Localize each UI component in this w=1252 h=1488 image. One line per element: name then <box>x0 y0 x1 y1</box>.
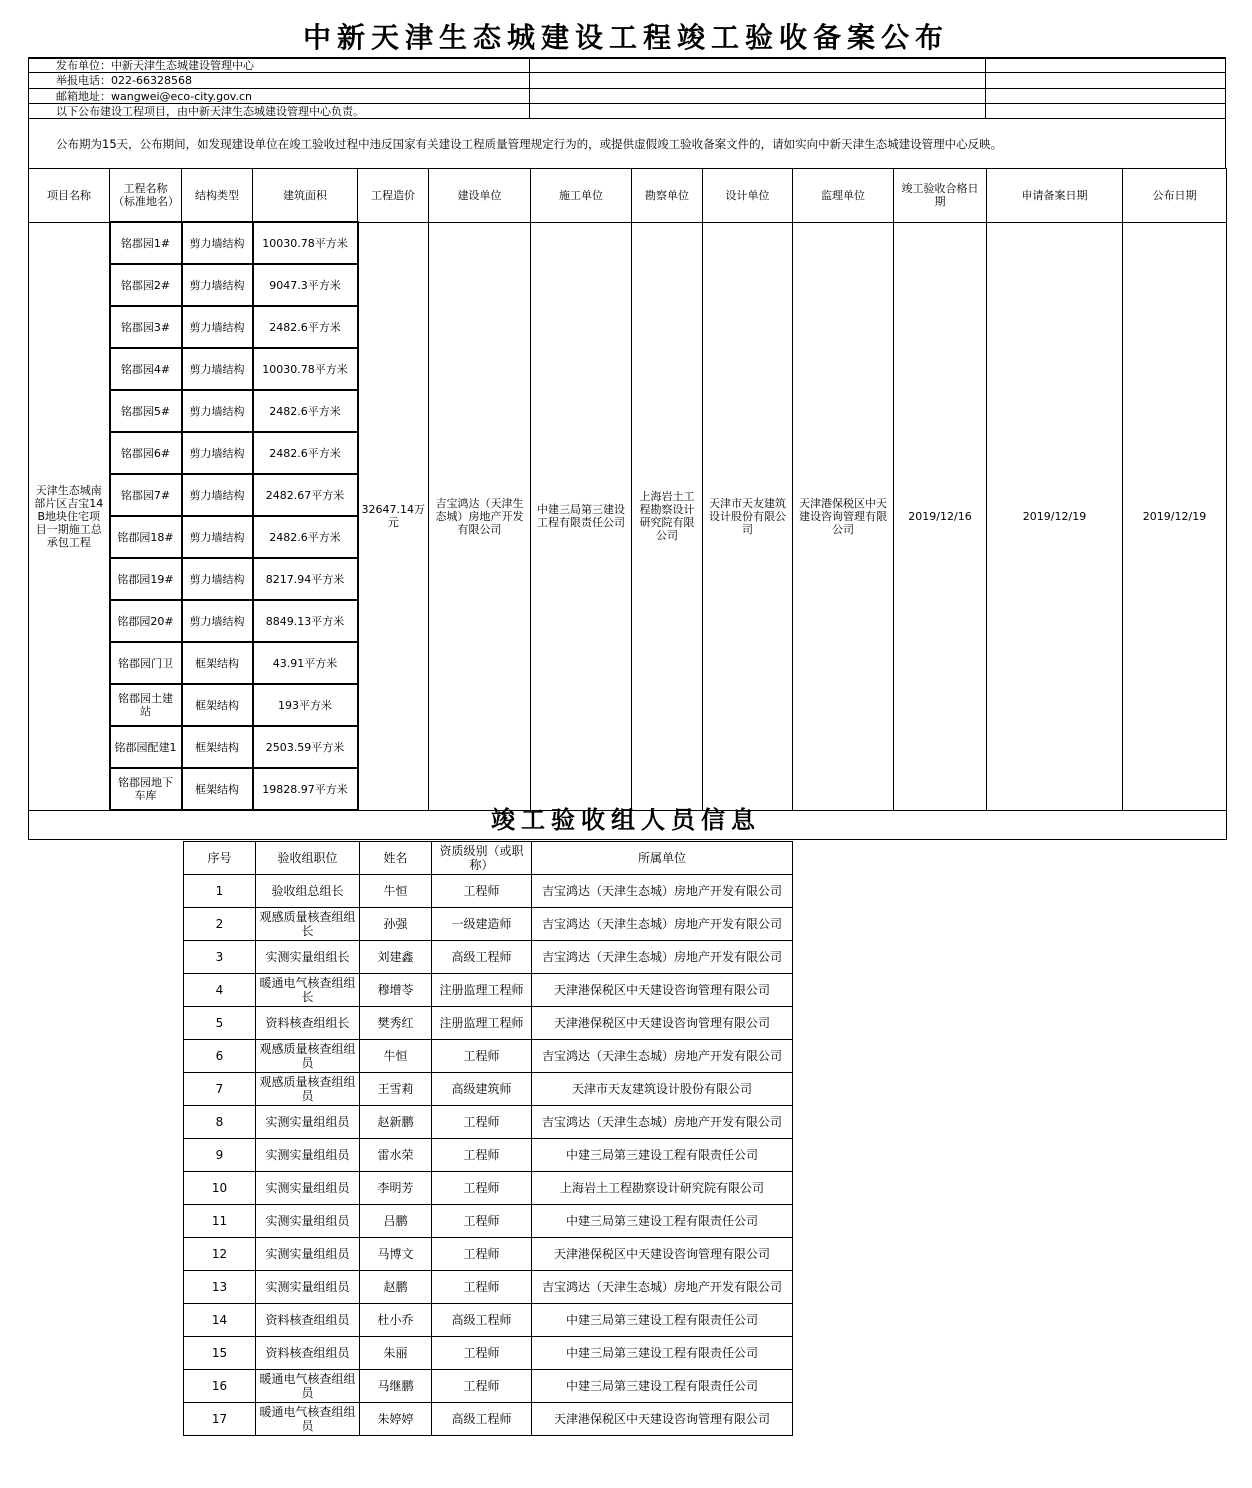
crew-position: 暖通电气核查组组长 <box>256 974 360 1007</box>
building-name: 铭郡园地下车库 <box>110 768 182 810</box>
header-cell: 监理单位 <box>793 169 894 223</box>
building-name: 铭郡园土建站 <box>110 684 182 726</box>
crew-unit: 中建三局第三建设工程有限责任公司 <box>532 1304 793 1337</box>
crew-header-row <box>184 842 793 875</box>
header-cell: 姓名 <box>360 842 432 875</box>
crew-row <box>184 974 793 1007</box>
crew-name: 赵新鹏 <box>360 1106 432 1139</box>
crew-position: 实测实量组组员 <box>256 1172 360 1205</box>
crew-qualification: 高级建筑师 <box>432 1073 532 1106</box>
building-name: 铭郡园门卫 <box>110 642 182 684</box>
crew-row <box>184 941 793 974</box>
crew-position: 观感质量核查组组员 <box>256 1040 360 1073</box>
crew-unit: 中建三局第三建设工程有限责任公司 <box>532 1205 793 1238</box>
building-structure: 剪力墙结构 <box>182 390 253 432</box>
crew-index: 17 <box>184 1403 256 1436</box>
crew-qualification: 工程师 <box>432 1040 532 1073</box>
crew-position: 暖通电气核查组组员 <box>256 1403 360 1436</box>
design-cell: 天津市天友建筑设计股份有限公司 <box>703 222 793 810</box>
header-cell: 施工单位 <box>531 169 632 223</box>
crew-name: 吕鹏 <box>360 1205 432 1238</box>
crew-name: 朱婷婷 <box>360 1403 432 1436</box>
building-name: 铭郡园3# <box>110 306 182 348</box>
crew-name: 刘建鑫 <box>360 941 432 974</box>
building-area: 8849.13平方米 <box>253 600 358 642</box>
divider <box>985 57 986 118</box>
header-cell: 序号 <box>184 842 256 875</box>
crew-index: 15 <box>184 1337 256 1370</box>
crew-qualification: 工程师 <box>432 1370 532 1403</box>
building-name: 铭郡园18# <box>110 516 182 558</box>
building-name: 铭郡园1# <box>110 222 182 264</box>
page-title: 中新天津生态城建设工程竣工验收备案公布 <box>302 21 949 54</box>
crew-index: 9 <box>184 1139 256 1172</box>
crew-unit: 吉宝鸿达（天津生态城）房地产开发有限公司 <box>532 1040 793 1073</box>
divider <box>529 57 530 118</box>
builder-cell: 吉宝鸿达（天津生态城）房地产开发有限公司 <box>429 222 531 810</box>
crew-index: 10 <box>184 1172 256 1205</box>
building-area: 2503.59平方米 <box>253 726 358 768</box>
crew-row <box>184 908 793 941</box>
crew-unit: 上海岩土工程勘察设计研究院有限公司 <box>532 1172 793 1205</box>
crew-unit: 中建三局第三建设工程有限责任公司 <box>532 1337 793 1370</box>
crew-unit: 天津港保税区中天建设咨询管理有限公司 <box>532 1007 793 1040</box>
crew-unit: 吉宝鸿达（天津生态城）房地产开发有限公司 <box>532 875 793 908</box>
building-area: 193平方米 <box>253 684 358 726</box>
building-structure: 剪力墙结构 <box>182 516 253 558</box>
supervisor-cell: 天津港保税区中天建设咨询管理有限公司 <box>793 222 894 810</box>
crew-index: 11 <box>184 1205 256 1238</box>
building-structure: 剪力墙结构 <box>182 348 253 390</box>
building-structure: 剪力墙结构 <box>182 222 253 264</box>
building-area: 10030.78平方米 <box>253 222 358 264</box>
building-area: 43.91平方米 <box>253 642 358 684</box>
building-name: 铭郡园7# <box>110 474 182 516</box>
building-area: 2482.6平方米 <box>253 306 358 348</box>
crew-qualification: 高级工程师 <box>432 941 532 974</box>
crew-name: 王雪莉 <box>360 1073 432 1106</box>
crew-position: 资料核查组组员 <box>256 1304 360 1337</box>
header-cell: 建设单位 <box>429 169 531 223</box>
accept-date-cell: 2019/12/16 <box>894 222 987 810</box>
header-cell: 所属单位 <box>532 842 793 875</box>
crew-unit: 天津市天友建筑设计股份有限公司 <box>532 1073 793 1106</box>
crew-qualification: 注册监理工程师 <box>432 1007 532 1040</box>
crew-position: 实测实量组组员 <box>256 1238 360 1271</box>
crew-index: 12 <box>184 1238 256 1271</box>
crew-row <box>184 1337 793 1370</box>
crew-position: 实测实量组组员 <box>256 1271 360 1304</box>
crew-row <box>184 875 793 908</box>
header-cell: 公布日期 <box>1123 169 1227 223</box>
header-cell: 勘察单位 <box>632 169 703 223</box>
building-structure: 剪力墙结构 <box>182 432 253 474</box>
building-name: 铭郡园4# <box>110 348 182 390</box>
crew-unit: 中建三局第三建设工程有限责任公司 <box>532 1139 793 1172</box>
crew-row <box>184 1370 793 1403</box>
header-cell: 结构类型 <box>182 169 253 223</box>
crew-position: 实测实量组组员 <box>256 1139 360 1172</box>
crew-index: 2 <box>184 908 256 941</box>
crew-position: 观感质量核查组组长 <box>256 908 360 941</box>
crew-qualification: 工程师 <box>432 1238 532 1271</box>
building-structure: 剪力墙结构 <box>182 558 253 600</box>
publisher-line: 发布单位：中新天津生态城建设管理中心 <box>56 59 254 72</box>
crew-row <box>184 1304 793 1337</box>
building-name: 铭郡园20# <box>110 600 182 642</box>
crew-index: 7 <box>184 1073 256 1106</box>
building-area: 2482.6平方米 <box>253 390 358 432</box>
crew-row <box>184 1040 793 1073</box>
crew-qualification: 工程师 <box>432 1337 532 1370</box>
building-structure: 剪力墙结构 <box>182 264 253 306</box>
building-name: 铭郡园5# <box>110 390 182 432</box>
crew-position: 验收组总组长 <box>256 875 360 908</box>
intro-line: 以下公布建设工程项目，由中新天津生态城建设管理中心负责。 <box>56 105 364 118</box>
email-line: 邮箱地址：wangwei@eco-city.gov.cn <box>56 90 252 103</box>
apply-date-cell: 2019/12/19 <box>987 222 1123 810</box>
crew-unit: 吉宝鸿达（天津生态城）房地产开发有限公司 <box>532 1106 793 1139</box>
crew-row <box>184 1205 793 1238</box>
project-name-cell: 天津生态城南部片区吉宝14B地块住宅项目一期施工总承包工程 <box>29 222 110 810</box>
cost-cell: 32647.14万元 <box>358 222 429 810</box>
crew-name: 牛恒 <box>360 875 432 908</box>
crew-name: 牛恒 <box>360 1040 432 1073</box>
crew-unit: 天津港保税区中天建设咨询管理有限公司 <box>532 974 793 1007</box>
crew-name: 樊秀红 <box>360 1007 432 1040</box>
crew-unit: 吉宝鸿达（天津生态城）房地产开发有限公司 <box>532 1271 793 1304</box>
crew-qualification: 工程师 <box>432 1139 532 1172</box>
building-structure: 框架结构 <box>182 726 253 768</box>
crew-index: 1 <box>184 875 256 908</box>
crew-qualification: 工程师 <box>432 875 532 908</box>
crew-qualification: 工程师 <box>432 1271 532 1304</box>
crew-unit: 天津港保税区中天建设咨询管理有限公司 <box>532 1403 793 1436</box>
crew-section-title: 竣工验收组人员信息 <box>491 805 761 834</box>
contractor-cell: 中建三局第三建设工程有限责任公司 <box>531 222 632 810</box>
crew-unit: 天津港保税区中天建设咨询管理有限公司 <box>532 1238 793 1271</box>
building-area: 10030.78平方米 <box>253 348 358 390</box>
project-table <box>28 168 1227 811</box>
crew-qualification: 一级建造师 <box>432 908 532 941</box>
crew-name: 杜小乔 <box>360 1304 432 1337</box>
building-structure: 框架结构 <box>182 768 253 810</box>
crew-index: 3 <box>184 941 256 974</box>
building-structure: 剪力墙结构 <box>182 474 253 516</box>
crew-index: 16 <box>184 1370 256 1403</box>
crew-index: 6 <box>184 1040 256 1073</box>
crew-row <box>184 1238 793 1271</box>
publish-date-cell: 2019/12/19 <box>1123 222 1227 810</box>
crew-name: 雷水荣 <box>360 1139 432 1172</box>
phone-line: 举报电话：022-66328568 <box>56 74 192 87</box>
crew-row <box>184 1073 793 1106</box>
header-cell: 资质级别（或职称） <box>432 842 532 875</box>
building-area: 19828.97平方米 <box>253 768 358 810</box>
building-name: 铭郡园19# <box>110 558 182 600</box>
building-structure: 框架结构 <box>182 684 253 726</box>
table-header-row <box>29 169 1227 223</box>
crew-name: 穆增苓 <box>360 974 432 1007</box>
crew-unit: 吉宝鸿达（天津生态城）房地产开发有限公司 <box>532 908 793 941</box>
crew-qualification: 工程师 <box>432 1106 532 1139</box>
header-cell: 申请备案日期 <box>987 169 1123 223</box>
crew-position: 实测实量组组长 <box>256 941 360 974</box>
crew-position: 暖通电气核查组组员 <box>256 1370 360 1403</box>
crew-row <box>184 1139 793 1172</box>
crew-row <box>184 1172 793 1205</box>
table-row <box>29 222 1227 264</box>
crew-row <box>184 1271 793 1304</box>
crew-qualification: 高级工程师 <box>432 1304 532 1337</box>
header-cell: 工程名称（标准地名） <box>110 169 182 223</box>
divider <box>1225 57 1226 168</box>
building-area: 2482.6平方米 <box>253 432 358 474</box>
survey-cell: 上海岩土工程勘察设计研究院有限公司 <box>632 222 703 810</box>
building-area: 8217.94平方米 <box>253 558 358 600</box>
crew-table <box>183 841 793 1436</box>
crew-row <box>184 1403 793 1436</box>
crew-index: 5 <box>184 1007 256 1040</box>
crew-index: 4 <box>184 974 256 1007</box>
crew-name: 马博文 <box>360 1238 432 1271</box>
crew-index: 13 <box>184 1271 256 1304</box>
header-cell: 竣工验收合格日期 <box>894 169 987 223</box>
crew-row <box>184 1007 793 1040</box>
header-cell: 建筑面积 <box>253 169 358 223</box>
crew-qualification: 工程师 <box>432 1172 532 1205</box>
notice-text: 公布期为15天，公布期间，如发现建设单位在竣工验收过程中违反国家有关建设工程质量管理规定行为的，或提供虚假竣工验收备案文件的，请如实向中新天津生态城建设管理中心反映。 <box>56 137 1003 151</box>
crew-name: 李明芳 <box>360 1172 432 1205</box>
building-structure: 剪力墙结构 <box>182 600 253 642</box>
crew-qualification: 注册监理工程师 <box>432 974 532 1007</box>
building-name: 铭郡园配建1 <box>110 726 182 768</box>
building-area: 2482.67平方米 <box>253 474 358 516</box>
crew-name: 朱丽 <box>360 1337 432 1370</box>
crew-row <box>184 1106 793 1139</box>
crew-unit: 吉宝鸿达（天津生态城）房地产开发有限公司 <box>532 941 793 974</box>
header-cell: 设计单位 <box>703 169 793 223</box>
crew-index: 8 <box>184 1106 256 1139</box>
crew-name: 赵鹏 <box>360 1271 432 1304</box>
crew-position: 实测实量组组员 <box>256 1205 360 1238</box>
header-cell: 项目名称 <box>29 169 110 223</box>
crew-name: 马继鹏 <box>360 1370 432 1403</box>
crew-position: 观感质量核查组组员 <box>256 1073 360 1106</box>
crew-position: 实测实量组组员 <box>256 1106 360 1139</box>
header-cell: 验收组职位 <box>256 842 360 875</box>
crew-unit: 中建三局第三建设工程有限责任公司 <box>532 1370 793 1403</box>
building-name: 铭郡园2# <box>110 264 182 306</box>
header-cell: 工程造价 <box>358 169 429 223</box>
crew-qualification: 高级工程师 <box>432 1403 532 1436</box>
building-structure: 框架结构 <box>182 642 253 684</box>
building-area: 9047.3平方米 <box>253 264 358 306</box>
divider <box>28 57 29 168</box>
crew-qualification: 工程师 <box>432 1205 532 1238</box>
building-name: 铭郡园6# <box>110 432 182 474</box>
crew-position: 资料核查组组长 <box>256 1007 360 1040</box>
building-area: 2482.6平方米 <box>253 516 358 558</box>
crew-index: 14 <box>184 1304 256 1337</box>
crew-position: 资料核查组组员 <box>256 1337 360 1370</box>
crew-name: 孙强 <box>360 908 432 941</box>
building-structure: 剪力墙结构 <box>182 306 253 348</box>
